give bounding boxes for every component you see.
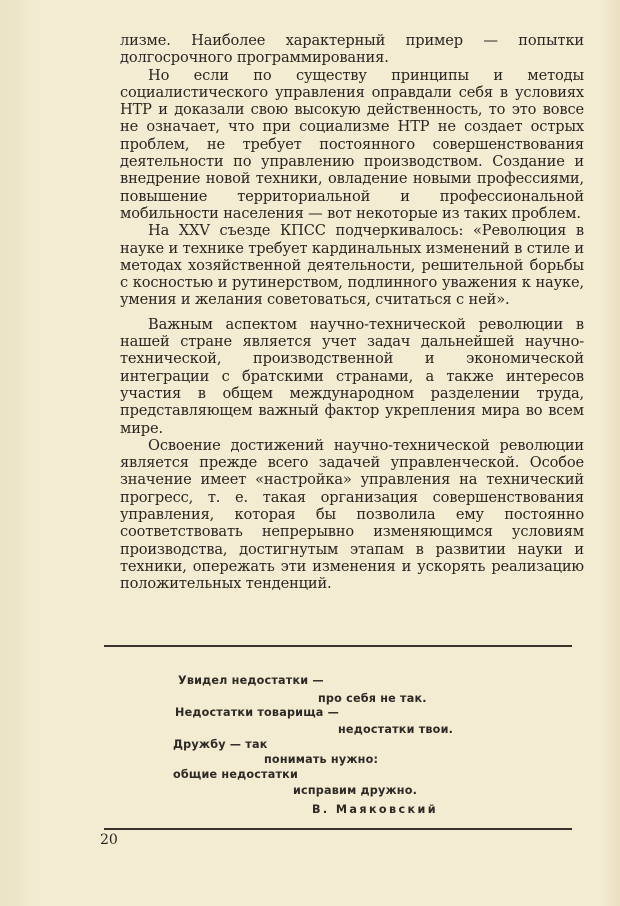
poem-line-8: исправим дружно.: [293, 784, 418, 797]
page-number: 20: [100, 832, 118, 848]
paragraph-5: Освоение достижений научно-технической революции является прежде всего задачей управленческой. Особое значение имеет «настройка» управления на технический прогресс, т. е. такая организация совершенствования управления, которая бы позволила ему постоянно соответствовать непрерывно изменяющимся условиям производства, достигнутым этапам в развитии науки и техники, опережать эти изменения и ускорять реализацию положительных тенденций.: [120, 436, 584, 593]
poem-line-2: про себя не так.: [318, 692, 427, 705]
paragraph-4: Важным аспектом научно-технической революции в нашей стране является учет задач дальнейшей научно-технической, производственной и экономической интеграции с братскими странами, а также интересов участия в общем международном разделении труда, представляющем важный фактор укрепления мира во всем мире.: [120, 315, 584, 437]
paragraph-2: Но если по существу принципы и методы социалистического управления оправдали себя в условиях НТР и доказали свою высокую действенность, то это вовсе не означает, что при социализме НТР не создает острых проблем, не требует постоянного совершенствования деятельности по управлению производством. Создание и внедрение новой техники, овладение новыми профессиями, повышение территориальной и профессиональной мобильности населения — вот некоторые из таких проблем.: [120, 66, 584, 222]
poem-line-5: Дружбу — так: [173, 738, 268, 751]
poem-author: В. Маяковский: [312, 803, 438, 816]
paragraph-1: лизме. Наиболее характерный пример — попытки долгосрочного программирования.: [120, 32, 584, 67]
bottom-divider: [104, 828, 572, 830]
paragraph-3: На XXV съезде КПСС подчеркивалось: «Революция в науке и технике требует кардинальных изменений в стиле и методах хозяйственной деятельности, решительной борьбы с косностью и рутинерством, подлинного уважения к науке, умения и желания советоваться, считаться с ней».: [120, 222, 584, 309]
poem-line-7: общие недостатки: [173, 768, 299, 781]
poem-line-4: недостатки твои.: [338, 723, 454, 736]
poem-line-3: Недостатки товарища —: [175, 706, 339, 719]
poem-line-1: Увидел недостатки —: [178, 674, 324, 687]
poem-line-6: понимать нужно:: [264, 753, 379, 766]
